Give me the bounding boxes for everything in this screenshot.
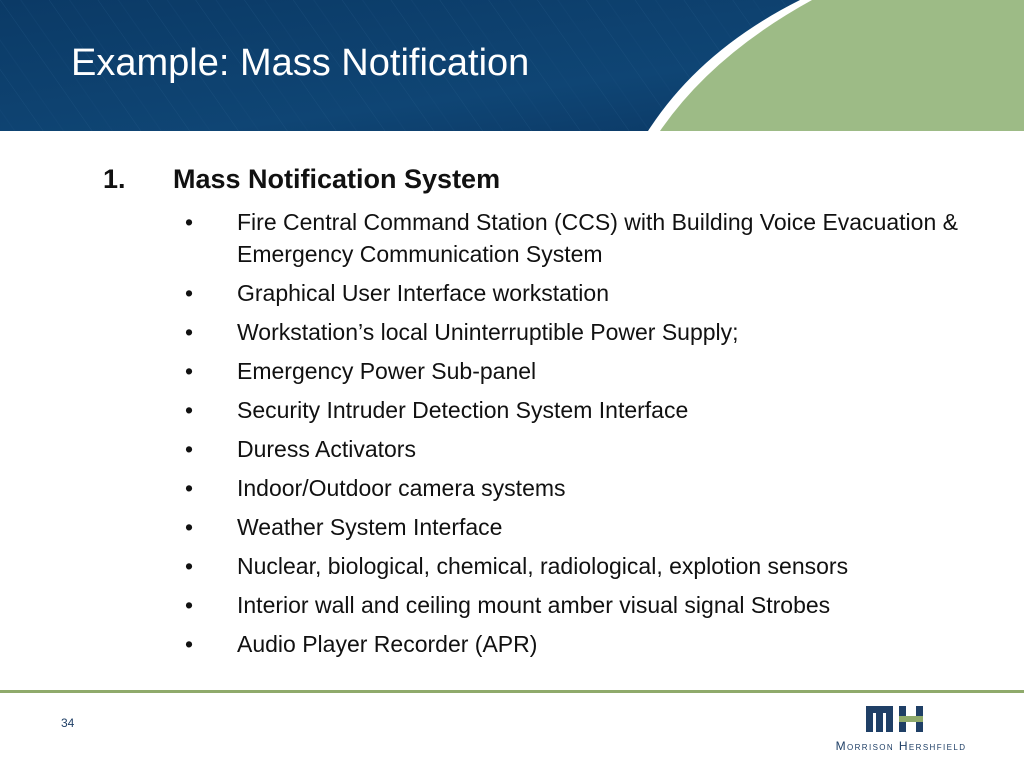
list-item (183, 355, 983, 387)
page-number: 34 (61, 716, 75, 730)
slide-header-banner (0, 0, 1024, 131)
section-number: 1. (103, 164, 126, 194)
list-item (183, 628, 983, 660)
list-item-text: Audio Player Recorder (APR) (237, 631, 538, 657)
bullet-marker: • (185, 592, 194, 618)
section-title: Mass Notification System (173, 164, 501, 194)
bullet-marker: • (185, 209, 194, 235)
bullet-marker: • (185, 358, 194, 384)
list-item (183, 589, 983, 621)
bullet-marker: • (185, 280, 194, 306)
list-item (183, 433, 983, 465)
list-item (183, 277, 983, 309)
bullet-marker: • (185, 436, 194, 462)
list-item (183, 511, 983, 543)
list-item-text: Security Intruder Detection System Interface (237, 397, 689, 423)
list-item-text: Nuclear, biological, chemical, radiological, explotion sensors (237, 553, 849, 579)
bullet-list (183, 206, 983, 667)
list-item-text: Fire Central Command Station (CCS) with Building Voice Evacuation & Emergency Communication System (237, 209, 958, 267)
list-item-text: Interior wall and ceiling mount amber visual signal Strobes (237, 592, 831, 618)
list-item-text: Indoor/Outdoor camera systems (237, 475, 566, 501)
list-item-text: Emergency Power Sub-panel (237, 358, 537, 384)
bullet-marker: • (185, 319, 194, 345)
list-item-text: Workstation’s local Uninterruptible Power Supply; (237, 319, 739, 345)
company-logo (808, 700, 998, 758)
list-item (183, 206, 983, 270)
list-item-text: Weather System Interface (237, 514, 503, 540)
bullet-marker: • (185, 553, 194, 579)
footer-divider (0, 690, 1024, 693)
bullet-marker: • (185, 631, 194, 657)
list-item-text: Duress Activators (237, 436, 416, 462)
mh-logo-mark-icon (864, 702, 940, 734)
bullet-marker: • (185, 514, 194, 540)
logo-text: Morrison Hershfield (835, 739, 967, 753)
bullet-marker: • (185, 397, 194, 423)
list-item (183, 394, 983, 426)
slide-title: Example: Mass Notification (71, 42, 530, 84)
list-item (183, 472, 983, 504)
list-item-text: Graphical User Interface workstation (237, 280, 609, 306)
list-item (183, 550, 983, 582)
bullet-marker: • (185, 475, 194, 501)
list-item (183, 316, 983, 348)
